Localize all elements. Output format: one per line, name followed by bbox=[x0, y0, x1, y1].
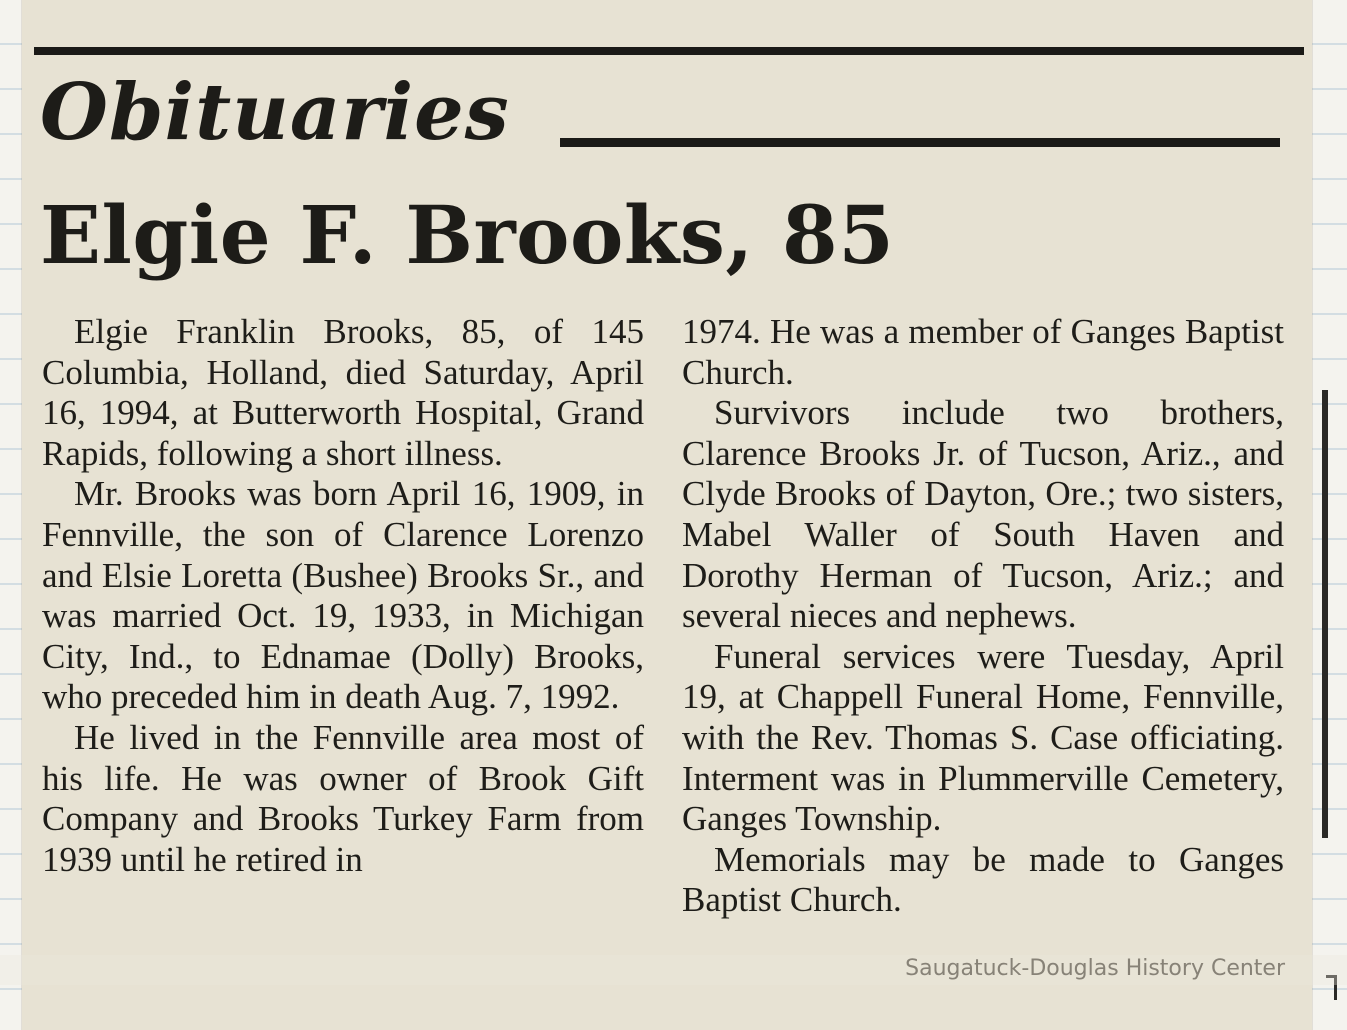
left-column bbox=[42, 312, 644, 880]
watermark-text: Saugatuck-Douglas History Center bbox=[905, 956, 1285, 981]
top-rule bbox=[34, 47, 1304, 55]
obituary-headline: Elgie F. Brooks, 85 bbox=[40, 188, 895, 282]
section-title-rule bbox=[560, 138, 1280, 147]
paragraph-survivors: Survivors include two brothers, Clarence Brooks Jr. of Tucson, Ariz., and Clyde Brooks of Dayton, Ore.; two sisters, Mabel Waller of South Haven and Dorothy Herman of Tucson, Ariz.; and several nieces and nephews. bbox=[682, 393, 1284, 636]
column-edge-rule bbox=[1322, 390, 1328, 838]
paragraph-memorials: Memorials may be made to Ganges Baptist Church. bbox=[682, 839, 1284, 920]
right-column bbox=[682, 312, 1284, 921]
paragraph-funeral: Funeral services were Tuesday, April 19, at Chappell Funeral Home, Fennville, with the Rev. Thomas S. Case officiating. Interment was in Plummerville Cemetery, Ganges Township. bbox=[682, 636, 1284, 839]
paragraph-1: Elgie Franklin Brooks, 85, of 145 Columbia, Holland, died Saturday, April 16, 1994, at Butterworth Hospital, Grand Rapids, following a short illness. bbox=[42, 312, 644, 473]
paragraph-2: Mr. Brooks was born April 16, 1909, in Fennville, the son of Clarence Lorenzo and Elsie Loretta (Bushee) Brooks Sr., and was married Oct. 19, 1933, in Michigan City, Ind., to Ednamae (Dolly) Brooks, who preceded him in death Aug. 7, 1992. bbox=[42, 474, 644, 717]
section-title: Obituaries bbox=[40, 67, 510, 158]
paragraph-3-continued: 1974. He was a member of Ganges Baptist Church. bbox=[682, 312, 1284, 392]
paragraph-3: He lived in the Fennville area most of his life. He was owner of Brook Gift Company and Brooks Turkey Farm from 1939 until he retired in bbox=[42, 717, 644, 879]
